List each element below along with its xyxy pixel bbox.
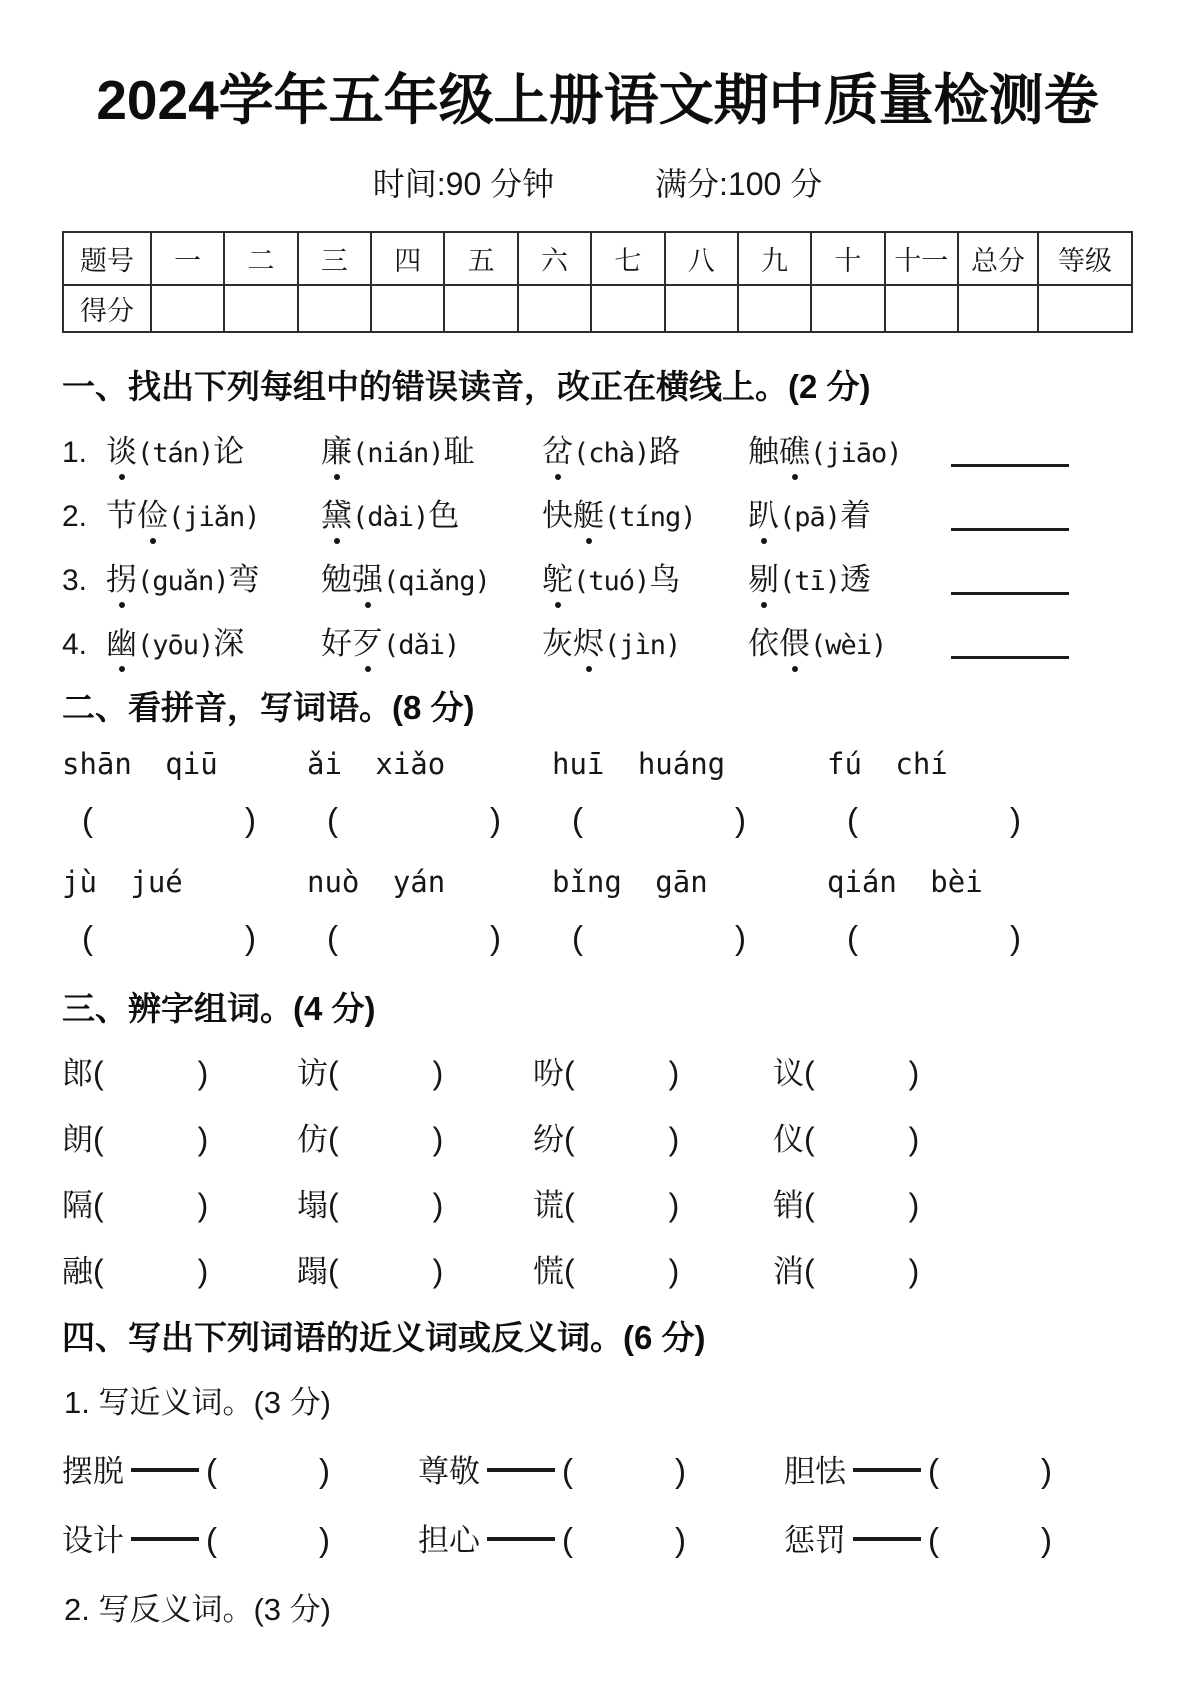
long-dash xyxy=(487,1468,555,1472)
answer-parens xyxy=(82,919,327,957)
hanzi: 深 xyxy=(213,626,245,661)
char-compare-item xyxy=(773,1180,919,1225)
section-3-heading: 三、辨字组词。(4 分) xyxy=(62,990,376,1027)
score-table xyxy=(62,231,1133,333)
paren-open: ( xyxy=(327,919,338,956)
long-dash xyxy=(131,1537,199,1541)
word-pair-item xyxy=(418,1515,784,1560)
section-3-rows xyxy=(62,1048,1133,1291)
score-input-cell xyxy=(958,285,1038,332)
answer-parens xyxy=(82,801,327,839)
paren-open: ( xyxy=(804,1187,815,1223)
paren-close: ) xyxy=(197,1187,209,1223)
paren-close: ) xyxy=(197,1253,209,1289)
answer-blank-line xyxy=(951,580,1069,595)
phonics-item xyxy=(748,490,871,535)
paren-open: ( xyxy=(564,1121,575,1157)
score-table-header-cell: 二 xyxy=(224,232,297,285)
phonics-row xyxy=(62,554,1133,599)
pinyin-annotation: (guǎn) xyxy=(137,566,229,597)
score-input-cell xyxy=(444,285,517,332)
score-input-cell xyxy=(591,285,664,332)
score-table-header-cell: 总分 xyxy=(958,232,1038,285)
paren-open: ( xyxy=(804,1121,815,1157)
score-input-cell xyxy=(1038,285,1132,332)
score-table-header-cell: 三 xyxy=(298,232,371,285)
paren-open: ( xyxy=(93,1055,104,1091)
paren-close: ) xyxy=(197,1121,209,1157)
char-compare-item xyxy=(533,1246,773,1291)
score-table-header-cell: 十一 xyxy=(885,232,958,285)
char-compare-item xyxy=(297,1180,533,1225)
char-compare-item xyxy=(297,1246,533,1291)
paren-open: ( xyxy=(328,1121,339,1157)
phonics-item xyxy=(321,426,542,471)
score-table-header-cell: 六 xyxy=(518,232,591,285)
phonics-item xyxy=(106,554,321,599)
paren-close: ) xyxy=(490,919,501,956)
word-pair-item xyxy=(418,1446,784,1491)
phonics-item xyxy=(542,490,748,535)
section-1-heading: 一、找出下列每组中的错误读音，改正在横线上。(2 分) xyxy=(62,368,871,405)
source-word: 尊敬 xyxy=(418,1454,480,1489)
answer-parens xyxy=(847,801,1021,839)
section-1-rows xyxy=(62,426,1133,663)
phonics-item xyxy=(106,426,321,471)
section-4-pairs xyxy=(62,1446,1133,1560)
phonics-item xyxy=(321,618,542,663)
pinyin-row xyxy=(62,865,1133,899)
paren-close: ) xyxy=(245,801,256,838)
phonics-item xyxy=(748,554,871,599)
phonics-item xyxy=(542,618,748,663)
source-word: 担心 xyxy=(418,1523,480,1558)
char-compare-item xyxy=(62,1048,297,1093)
score-table-header-cell: 十 xyxy=(811,232,884,285)
char-compare-row xyxy=(62,1246,1133,1291)
paren-close: ) xyxy=(1041,1521,1052,1558)
item-number: 1. xyxy=(62,436,88,469)
char-compare-item xyxy=(533,1180,773,1225)
phonics-row xyxy=(62,490,1133,535)
hanzi: 谎 xyxy=(533,1188,564,1223)
hanzi: 仿 xyxy=(297,1122,328,1157)
answer-blank-line xyxy=(951,644,1069,659)
section-4-heading: 四、写出下列词语的近义词或反义词。(6 分) xyxy=(62,1319,706,1356)
answer-blank-line xyxy=(951,452,1069,467)
score-input-cell xyxy=(518,285,591,332)
hanzi: 依 xyxy=(748,626,779,661)
score-table-header-cell: 题号 xyxy=(63,232,151,285)
section-2-rows xyxy=(62,747,1133,957)
pinyin-word: shān qiū xyxy=(62,747,218,781)
hanzi: 朗 xyxy=(62,1122,93,1157)
item-number: 2. xyxy=(62,500,88,533)
paren-close: ) xyxy=(675,1452,686,1489)
answer-paren-row xyxy=(62,801,1133,839)
paren-close: ) xyxy=(908,1253,920,1289)
pinyin-annotation: (jiǎn) xyxy=(168,502,260,533)
source-word: 胆怯 xyxy=(784,1454,846,1489)
phonics-item xyxy=(542,426,748,471)
hanzi-emphasized: 廉 xyxy=(321,426,352,471)
char-compare-item xyxy=(773,1114,919,1159)
phonics-item xyxy=(106,618,321,663)
hanzi: 吩 xyxy=(533,1056,564,1091)
item-number: 4. xyxy=(62,628,88,661)
paren-close: ) xyxy=(490,801,501,838)
paren-close: ) xyxy=(668,1253,680,1289)
pinyin-annotation: (nián) xyxy=(352,438,444,469)
char-compare-item xyxy=(297,1114,533,1159)
pinyin-word: qián bèi xyxy=(827,865,983,899)
paren-open: ( xyxy=(564,1055,575,1091)
pinyin-word: fú chí xyxy=(827,747,948,781)
score-input-cell xyxy=(224,285,297,332)
hanzi-emphasized: 拐 xyxy=(106,554,137,599)
hanzi: 好 xyxy=(321,626,352,661)
hanzi: 隔 xyxy=(62,1188,93,1223)
score-input-cell xyxy=(151,285,224,332)
paren-open: ( xyxy=(804,1055,815,1091)
hanzi-emphasized: 黛 xyxy=(321,490,352,535)
section-4 xyxy=(62,1312,1133,1629)
paren-close: ) xyxy=(668,1055,680,1091)
hanzi: 郎 xyxy=(62,1056,93,1091)
paren-open: ( xyxy=(206,1452,217,1489)
paren-open: ( xyxy=(928,1521,939,1558)
long-dash xyxy=(853,1537,921,1541)
char-compare-row xyxy=(62,1114,1133,1159)
hanzi: 慌 xyxy=(533,1254,564,1289)
paren-close: ) xyxy=(197,1055,209,1091)
hanzi-emphasized: 趴 xyxy=(748,490,779,535)
char-compare-item xyxy=(62,1246,297,1291)
answer-parens xyxy=(572,919,847,957)
score-table-header-cell: 一 xyxy=(151,232,224,285)
hanzi-emphasized: 强 xyxy=(352,554,383,599)
paren-close: ) xyxy=(245,919,256,956)
source-word: 摆脱 xyxy=(62,1454,124,1489)
char-compare-item xyxy=(533,1114,773,1159)
pinyin-annotation: (tán) xyxy=(137,438,214,469)
paren-open: ( xyxy=(847,801,858,838)
phonics-item xyxy=(321,490,542,535)
pinyin-annotation: (dǎi) xyxy=(383,630,460,661)
hanzi: 着 xyxy=(840,498,872,533)
pinyin-word: jù jué xyxy=(62,865,183,899)
char-compare-item xyxy=(773,1246,919,1291)
word-pair-item xyxy=(784,1446,1052,1491)
section-2 xyxy=(62,682,1133,957)
paren-open: ( xyxy=(82,801,93,838)
paren-close: ) xyxy=(675,1521,686,1558)
score-input-cell xyxy=(885,285,958,332)
hanzi-emphasized: 鸵 xyxy=(542,554,573,599)
hanzi-emphasized: 剔 xyxy=(748,554,779,599)
paren-open: ( xyxy=(327,801,338,838)
section-4-sub-2: 2. 写反义词。(3 分) xyxy=(64,1592,331,1627)
pinyin-word: bǐng gān xyxy=(552,865,708,899)
hanzi: 透 xyxy=(840,562,872,597)
word-pair-item xyxy=(62,1515,418,1560)
hanzi: 弯 xyxy=(228,562,260,597)
paren-open: ( xyxy=(847,919,858,956)
char-compare-item xyxy=(533,1048,773,1093)
pinyin-annotation: (chà) xyxy=(573,438,650,469)
hanzi: 融 xyxy=(62,1254,93,1289)
hanzi-emphasized: 歹 xyxy=(352,618,383,663)
exam-meta xyxy=(62,159,1133,205)
score-input-cell xyxy=(665,285,738,332)
hanzi: 蹋 xyxy=(297,1254,328,1289)
long-dash xyxy=(853,1468,921,1472)
paren-close: ) xyxy=(908,1055,920,1091)
exam-time: 时间:90 分钟 xyxy=(372,166,555,202)
paren-close: ) xyxy=(319,1452,330,1489)
hanzi-emphasized: 偎 xyxy=(779,618,810,663)
source-word: 设计 xyxy=(62,1523,124,1558)
score-row-label: 得分 xyxy=(63,285,151,332)
item-number: 3. xyxy=(62,564,88,597)
score-table-score-row xyxy=(63,285,1132,332)
paren-open: ( xyxy=(328,1055,339,1091)
long-dash xyxy=(487,1537,555,1541)
paren-close: ) xyxy=(668,1187,680,1223)
paren-open: ( xyxy=(93,1253,104,1289)
score-table-header-cell: 等级 xyxy=(1038,232,1132,285)
pinyin-annotation: (jiāo) xyxy=(810,438,902,469)
score-input-cell xyxy=(371,285,444,332)
phonics-row xyxy=(62,618,1133,663)
section-2-heading: 二、看拼音，写词语。(8 分) xyxy=(62,689,475,726)
pinyin-annotation: (pā) xyxy=(779,502,841,533)
paren-close: ) xyxy=(908,1121,920,1157)
score-input-cell xyxy=(738,285,811,332)
score-table-header-cell: 五 xyxy=(444,232,517,285)
hanzi: 触 xyxy=(748,434,779,469)
pinyin-annotation: (tíng) xyxy=(604,502,696,533)
char-compare-item xyxy=(62,1114,297,1159)
hanzi: 纷 xyxy=(533,1122,564,1157)
answer-blank-line xyxy=(951,516,1069,531)
source-word: 惩罚 xyxy=(784,1523,846,1558)
hanzi-emphasized: 岔 xyxy=(542,426,573,471)
paren-close: ) xyxy=(735,801,746,838)
phonics-row xyxy=(62,426,1133,471)
paren-open: ( xyxy=(562,1452,573,1489)
hanzi-emphasized: 俭 xyxy=(137,490,168,535)
phonics-item xyxy=(748,426,902,471)
word-pair-item xyxy=(62,1446,418,1491)
paren-close: ) xyxy=(319,1521,330,1558)
word-pair-row xyxy=(62,1446,1133,1491)
hanzi: 勉 xyxy=(321,562,352,597)
paren-open: ( xyxy=(564,1187,575,1223)
paren-open: ( xyxy=(804,1253,815,1289)
paren-close: ) xyxy=(908,1187,920,1223)
score-input-cell xyxy=(298,285,371,332)
score-table-header-cell: 八 xyxy=(665,232,738,285)
pinyin-word: ǎi xiǎo xyxy=(307,747,446,781)
paren-open: ( xyxy=(82,919,93,956)
pinyin-word: nuò yán xyxy=(307,865,446,899)
paren-close: ) xyxy=(432,1121,444,1157)
char-compare-item xyxy=(62,1180,297,1225)
char-compare-item xyxy=(297,1048,533,1093)
answer-paren-row xyxy=(62,919,1133,957)
paren-open: ( xyxy=(93,1187,104,1223)
char-compare-row xyxy=(62,1180,1133,1225)
hanzi-emphasized: 幽 xyxy=(106,618,137,663)
hanzi: 访 xyxy=(297,1056,328,1091)
pinyin-annotation: (dài) xyxy=(352,502,429,533)
hanzi: 消 xyxy=(773,1254,804,1289)
hanzi: 耻 xyxy=(443,434,475,469)
paren-close: ) xyxy=(668,1121,680,1157)
pinyin-word: huī huáng xyxy=(552,747,726,781)
word-pair-row xyxy=(62,1515,1133,1560)
paren-open: ( xyxy=(928,1452,939,1489)
paren-close: ) xyxy=(432,1187,444,1223)
char-compare-item xyxy=(773,1048,919,1093)
score-table-header-row xyxy=(63,232,1132,285)
hanzi-emphasized: 艇 xyxy=(573,490,604,535)
hanzi-emphasized: 谈 xyxy=(106,426,137,471)
paren-open: ( xyxy=(328,1253,339,1289)
answer-parens xyxy=(847,919,1021,957)
hanzi: 鸟 xyxy=(649,562,681,597)
hanzi: 塌 xyxy=(297,1188,328,1223)
hanzi-emphasized: 礁 xyxy=(779,426,810,471)
paren-open: ( xyxy=(328,1187,339,1223)
section-4-sub-1: 1. 写近义词。(3 分) xyxy=(64,1385,331,1420)
paren-close: ) xyxy=(1041,1452,1052,1489)
answer-parens xyxy=(327,919,572,957)
hanzi: 色 xyxy=(428,498,460,533)
pinyin-row xyxy=(62,747,1133,781)
score-table-header-cell: 七 xyxy=(591,232,664,285)
char-compare-row xyxy=(62,1048,1133,1093)
paren-close: ) xyxy=(432,1055,444,1091)
section-1 xyxy=(62,361,1133,663)
score-input-cell xyxy=(811,285,884,332)
phonics-item xyxy=(321,554,542,599)
pinyin-annotation: (yōu) xyxy=(137,630,214,661)
hanzi: 节 xyxy=(106,498,137,533)
hanzi-emphasized: 烬 xyxy=(573,618,604,663)
pinyin-annotation: (tī) xyxy=(779,566,841,597)
paren-open: ( xyxy=(572,919,583,956)
answer-parens xyxy=(572,801,847,839)
section-3 xyxy=(62,983,1133,1291)
hanzi: 路 xyxy=(649,434,681,469)
answer-parens xyxy=(327,801,572,839)
phonics-item xyxy=(748,618,886,663)
word-pair-item xyxy=(784,1515,1052,1560)
hanzi: 灰 xyxy=(542,626,573,661)
pinyin-annotation: (wèi) xyxy=(810,630,887,661)
hanzi: 论 xyxy=(213,434,245,469)
pinyin-annotation: (tuó) xyxy=(573,566,650,597)
paren-open: ( xyxy=(562,1521,573,1558)
paren-open: ( xyxy=(572,801,583,838)
exam-title: 2024学年五年级上册语文期中质量检测卷 xyxy=(96,69,1099,131)
paren-open: ( xyxy=(93,1121,104,1157)
paren-close: ) xyxy=(432,1253,444,1289)
long-dash xyxy=(131,1468,199,1472)
pinyin-annotation: (qiǎng) xyxy=(383,566,490,597)
hanzi: 销 xyxy=(773,1188,804,1223)
score-table-header-cell: 九 xyxy=(738,232,811,285)
paren-open: ( xyxy=(206,1521,217,1558)
paren-close: ) xyxy=(735,919,746,956)
phonics-item xyxy=(542,554,748,599)
hanzi: 快 xyxy=(542,498,573,533)
pinyin-annotation: (jìn) xyxy=(604,630,681,661)
paren-close: ) xyxy=(1010,801,1021,838)
score-table-header-cell: 四 xyxy=(371,232,444,285)
hanzi: 仪 xyxy=(773,1122,804,1157)
phonics-item xyxy=(106,490,321,535)
exam-full-score: 满分:100 分 xyxy=(655,166,823,202)
paren-close: ) xyxy=(1010,919,1021,956)
paren-open: ( xyxy=(564,1253,575,1289)
hanzi: 议 xyxy=(773,1056,804,1091)
